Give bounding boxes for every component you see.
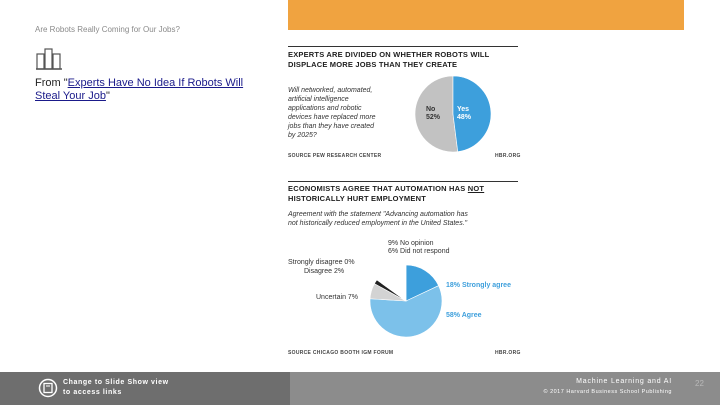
pie1-yes-label [457,106,471,122]
chart1-question-line: jobs than they have created [288,123,375,130]
pie1-no-text: No [426,106,436,113]
chart2-top-rule [288,181,518,182]
chart1-top-rule [288,46,518,47]
footer-course-title: Machine Learning and AI [576,378,672,385]
chart2-statement-line2: not historically reduced employment in the United States." [288,220,468,227]
chart1-heading [288,50,489,70]
running-title: Are Robots Really Coming for Our Jobs? [35,25,180,34]
chart1-question [288,86,418,140]
chart2-heading-part-a: ECONOMISTS AGREE THAT AUTOMATION HAS [288,184,468,193]
chart1-heading-line2: DISPLACE MORE JOBS THAN THEY CREATE [288,60,458,69]
chart1-question-line: devices have replaced more [288,114,376,121]
caption-suffix: " [105,90,110,102]
footer-copyright: © 2017 Harvard Business School Publishing [543,389,672,395]
chart2-pie [369,254,443,344]
chart1-question-line: applications and robotic [288,105,362,112]
chart1-source: SOURCE PEW RESEARCH CENTER [288,153,382,159]
chart2-heading [288,184,484,204]
chart2-statement [288,210,468,228]
accent-bar [288,0,684,30]
pie2-agree-label [446,312,482,320]
chart1-heading-line1: EXPERTS ARE DIVIDED ON WHETHER ROBOTS WILL [288,50,490,59]
chart2-credit: HBR.ORG [495,350,521,356]
pie2-agree-text: 58% Agree [446,312,482,319]
pie2-uncertain-label: Uncertain 7% [316,294,359,301]
footer-change-line1: Change to Slide Show view [63,379,169,386]
footer-change-line2: to access links [63,389,122,396]
pie1-yes-value: 48% [457,114,472,121]
slide-caption [35,77,265,103]
pie1-no-label [426,106,440,122]
chart2-heading-line2: HISTORICALLY HURT EMPLOYMENT [288,194,426,203]
chart1-pie [413,74,493,154]
chart1-question-line: artificial intelligence [288,96,349,103]
pie2-no-opinion-label: 9% No opinion [388,240,434,247]
chart1-credit: HBR.ORG [495,153,521,159]
page-number: 22 [695,379,704,388]
pie1-no-value: 52% [426,114,441,121]
pie2-strongly-agree-text: 18% Strongly agree [446,282,511,289]
chart1-question-line: by 2025? [288,132,317,139]
slideshow-icon [38,378,58,398]
chart2-heading-line1 [288,184,484,194]
article-link[interactable]: Experts Have No Idea If Robots Will Steal Your Job [35,77,244,102]
caption-prefix: From " [35,77,68,89]
chart1-question-line: Will networked, automated, [288,87,373,94]
pie2-did-not-respond-label: 6% Did not respond [388,248,450,255]
chart2-source: SOURCE CHICAGO BOOTH IGM FORUM [288,350,394,356]
pie1-yes-text: Yes [457,106,470,113]
chart2-heading-part-b: NOT [467,184,485,193]
pie2-disagree-label: Disagree 2% [304,268,345,275]
footer-change-note [63,378,169,398]
pie2-strongly-agree-label [446,282,511,290]
chart2-statement-line1: Agreement with the statement "Advancing automation has [288,211,468,218]
stacked-pages-icon [36,46,62,70]
pie2-strongly-disagree-label: Strongly disagree 0% [288,259,355,266]
